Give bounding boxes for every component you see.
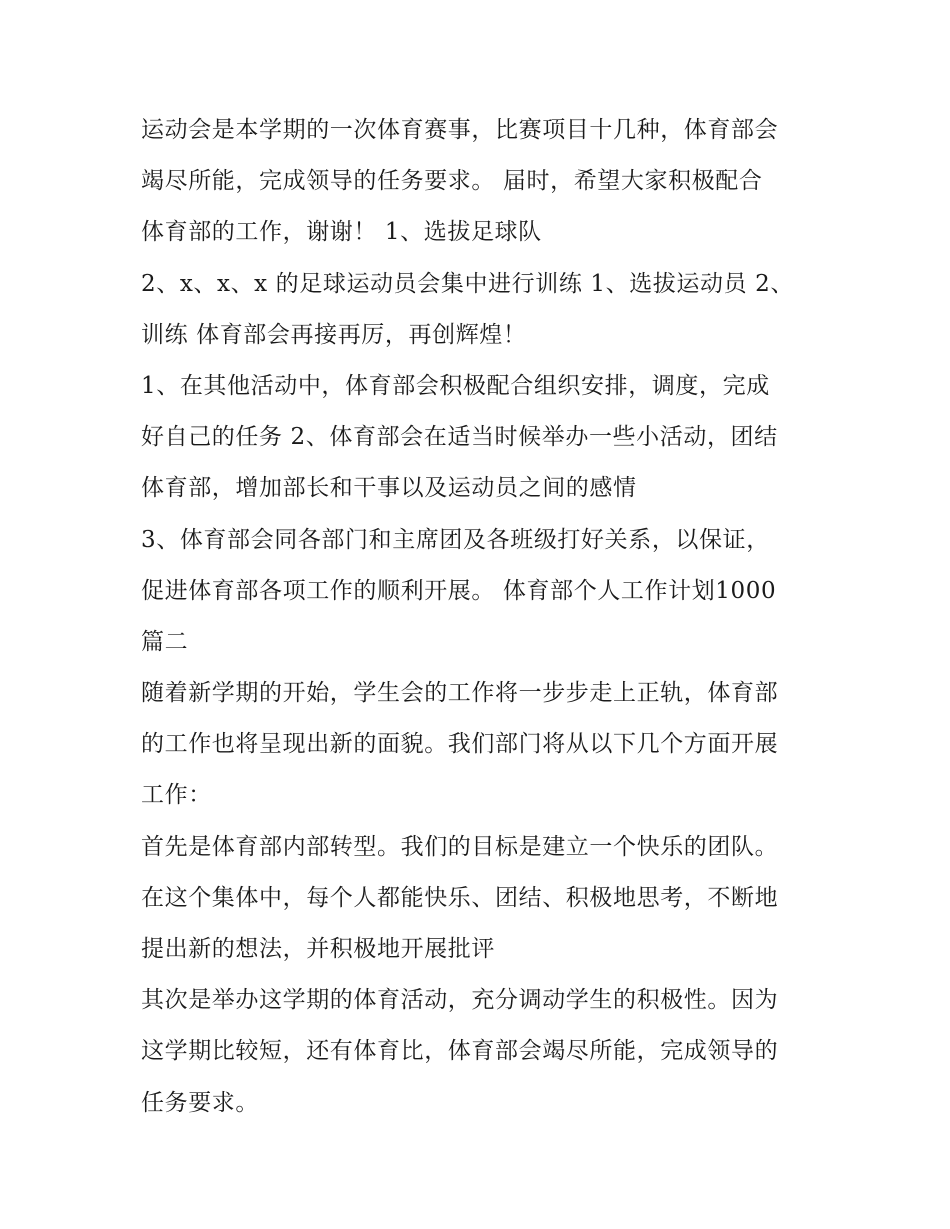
text-line: 体育部的工作，谢谢！ 1、选拔足球队 — [141, 219, 542, 246]
text-line: 这学期比较短，还有体育比，体育部会竭尽所能，完成领导的 — [141, 1038, 779, 1065]
text-line: 运动会是本学期的一次体育赛事，比赛项目十几种，体育部会 — [141, 117, 779, 143]
text-line: 3、体育部会同各部门和主席团及各班级打好关系，以保证， — [141, 526, 770, 553]
text-line: 工作： — [141, 782, 212, 809]
text-line: 提出新的想法，并积极地开展批评 — [141, 936, 495, 962]
text-line: 任务要求。 — [141, 1089, 259, 1116]
text-line: 竭尽所能，完成领导的任务要求。 届时，希望大家积极配合 — [141, 168, 763, 195]
text-line: 其次是举办这学期的体育活动，充分调动学生的积极性。因为 — [141, 987, 779, 1014]
text-line: 训练 体育部会再接再厉，再创辉煌！ — [141, 321, 527, 348]
text-line: 体育部，增加部长和干事以及运动员之间的感情 — [141, 475, 637, 502]
text-line: 在这个集体中，每个人都能快乐、团结、积极地思考，不断地 — [141, 884, 779, 911]
text-line: 好自己的任务 2、体育部会在适当时候举办一些小活动，团结 — [141, 424, 778, 451]
section-heading: 篇二 — [141, 628, 189, 655]
text-line: 1、在其他活动中，体育部会积极配合组织安排，调度，完成 — [141, 372, 770, 399]
text-line: 的工作也将呈现出新的面貌。我们部门将从以下几个方面开展 — [141, 731, 779, 758]
text-line: 随着新学期的开始，学生会的工作将一步步走上正轨，体育部 — [141, 680, 779, 707]
text-line: 促进体育部各项工作的顺利开展。 体育部个人工作计划1000 — [141, 577, 777, 604]
text-line: 2、x、x、x 的足球运动员会集中进行训练 1、选拔运动员 2、 — [141, 270, 794, 297]
document-body — [141, 105, 821, 1129]
text-line: 首先是体育部内部转型。我们的目标是建立一个快乐的团队。 — [141, 833, 779, 860]
